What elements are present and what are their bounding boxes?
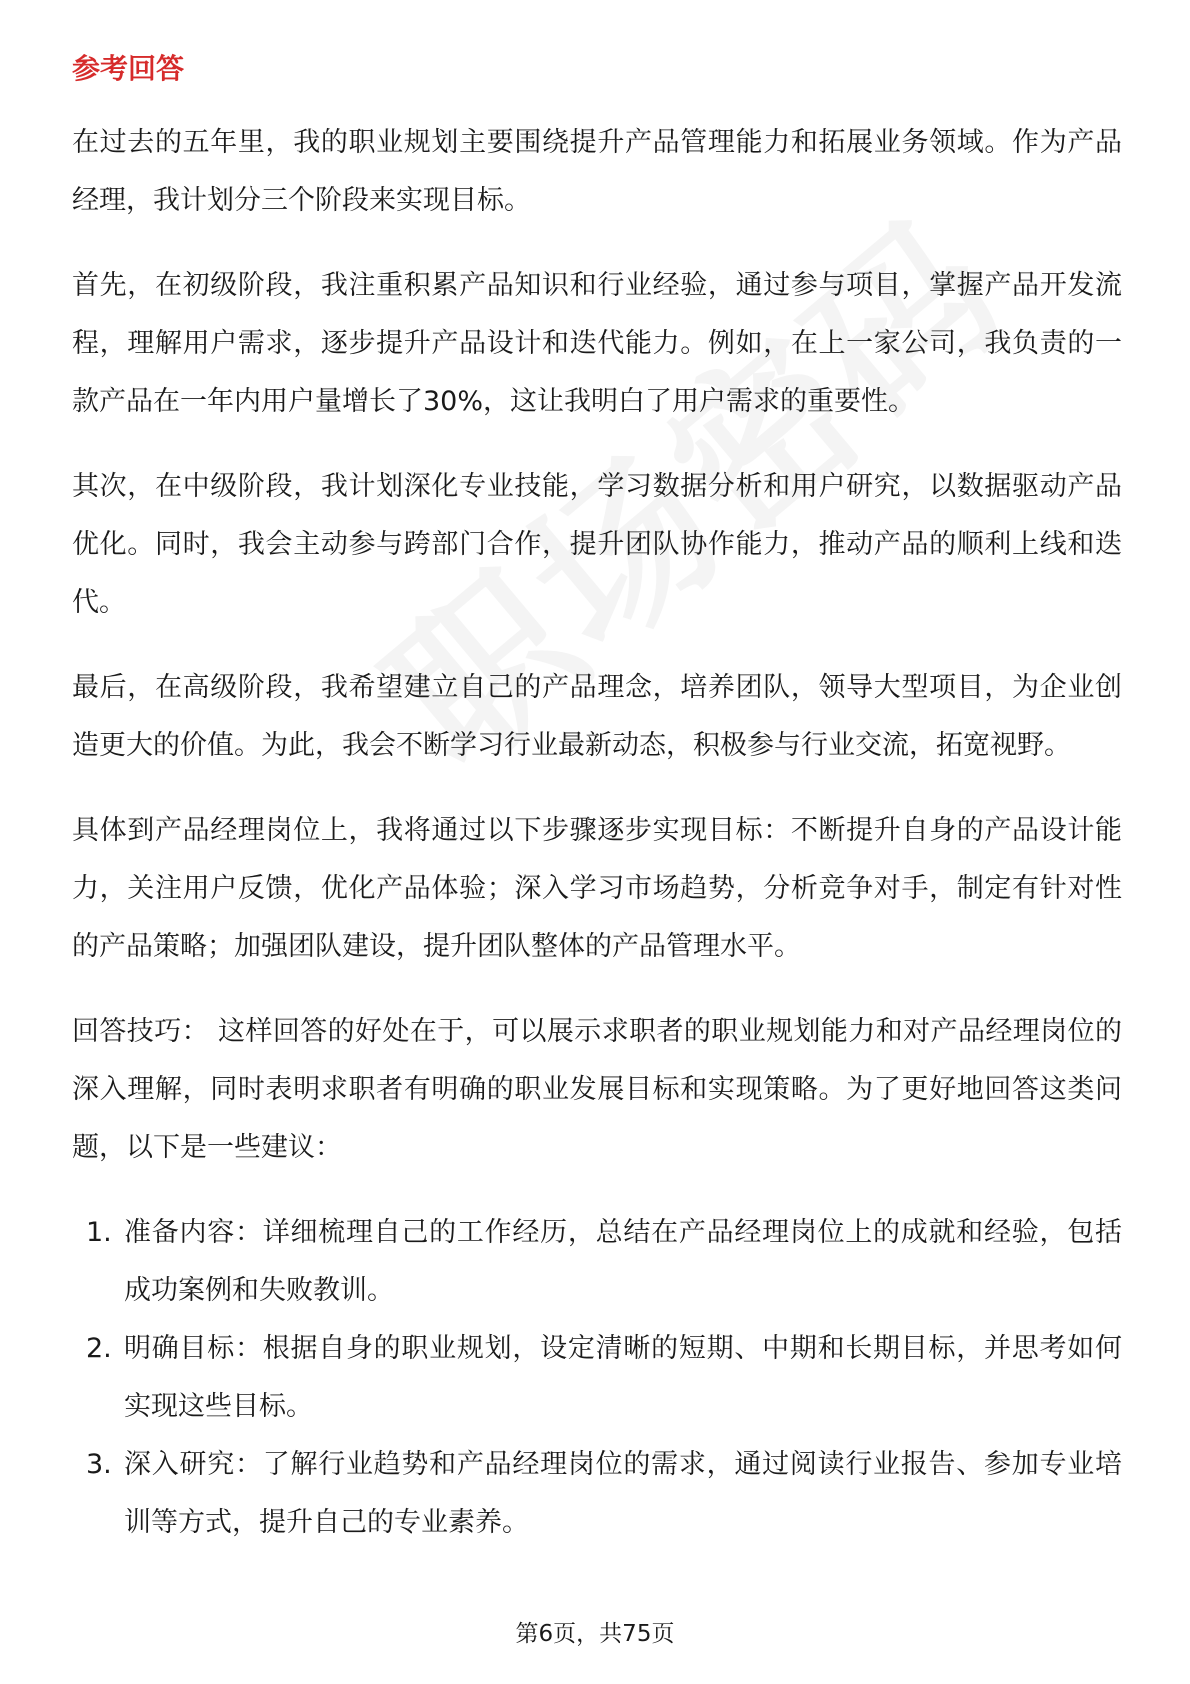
- list-item-number: 1.: [86, 1217, 112, 1248]
- list-item: [72, 1436, 1122, 1552]
- list-item-text: 明确目标：根据自身的职业规划，设定清晰的短期、中期和长期目标，并思考如何实现这些目标。: [124, 1333, 1122, 1422]
- section-heading: 参考回答: [72, 52, 185, 85]
- page-number-footer: 第6页，共75页: [515, 1621, 675, 1647]
- paragraph-steps: 具体到产品经理岗位上，我将通过以下步骤逐步实现目标：不断提升自身的产品设计能力，关注用户反馈，优化产品体验；深入学习市场趋势，分析竞争对手，制定有针对性的产品策略；加强团队建设，提升团队整体的产品管理水平。: [72, 815, 1122, 962]
- page-content: [72, 48, 1122, 1552]
- paragraph-stage-junior: 首先，在初级阶段，我注重积累产品知识和行业经验，通过参与项目，掌握产品开发流程，理解用户需求，逐步提升产品设计和迭代能力。例如，在上一家公司，我负责的一款产品在一年内用户量增长了30%，这让我明白了用户需求的重要性。: [72, 270, 1122, 417]
- list-item-text: 准备内容：详细梳理自己的工作经历，总结在产品经理岗位上的成就和经验，包括成功案例和失败教训。: [124, 1217, 1122, 1306]
- paragraph-intro: 在过去的五年里，我的职业规划主要围绕提升产品管理能力和拓展业务领域。作为产品经理，我计划分三个阶段来实现目标。: [72, 127, 1122, 216]
- list-item-number: 3.: [86, 1449, 112, 1480]
- list-item-text: 深入研究：了解行业趋势和产品经理岗位的需求，通过阅读行业报告、参加专业培训等方式，提升自己的专业素养。: [124, 1449, 1122, 1538]
- list-item-number: 2.: [86, 1333, 112, 1364]
- paragraph-tips: 回答技巧： 这样回答的好处在于，可以展示求职者的职业规划能力和对产品经理岗位的深入理解，同时表明求职者有明确的职业发展目标和实现策略。为了更好地回答这类问题，以下是一些建议：: [72, 1016, 1122, 1163]
- list-item: [72, 1204, 1122, 1320]
- paragraph-stage-middle: 其次，在中级阶段，我计划深化专业技能，学习数据分析和用户研究，以数据驱动产品优化。同时，我会主动参与跨部门合作，提升团队协作能力，推动产品的顺利上线和迭代。: [72, 471, 1122, 618]
- suggestion-list: [72, 1204, 1122, 1552]
- paragraph-stage-senior: 最后，在高级阶段，我希望建立自己的产品理念，培养团队，领导大型项目，为企业创造更大的价值。为此，我会不断学习行业最新动态，积极参与行业交流，拓宽视野。: [72, 672, 1122, 761]
- list-item: [72, 1320, 1122, 1436]
